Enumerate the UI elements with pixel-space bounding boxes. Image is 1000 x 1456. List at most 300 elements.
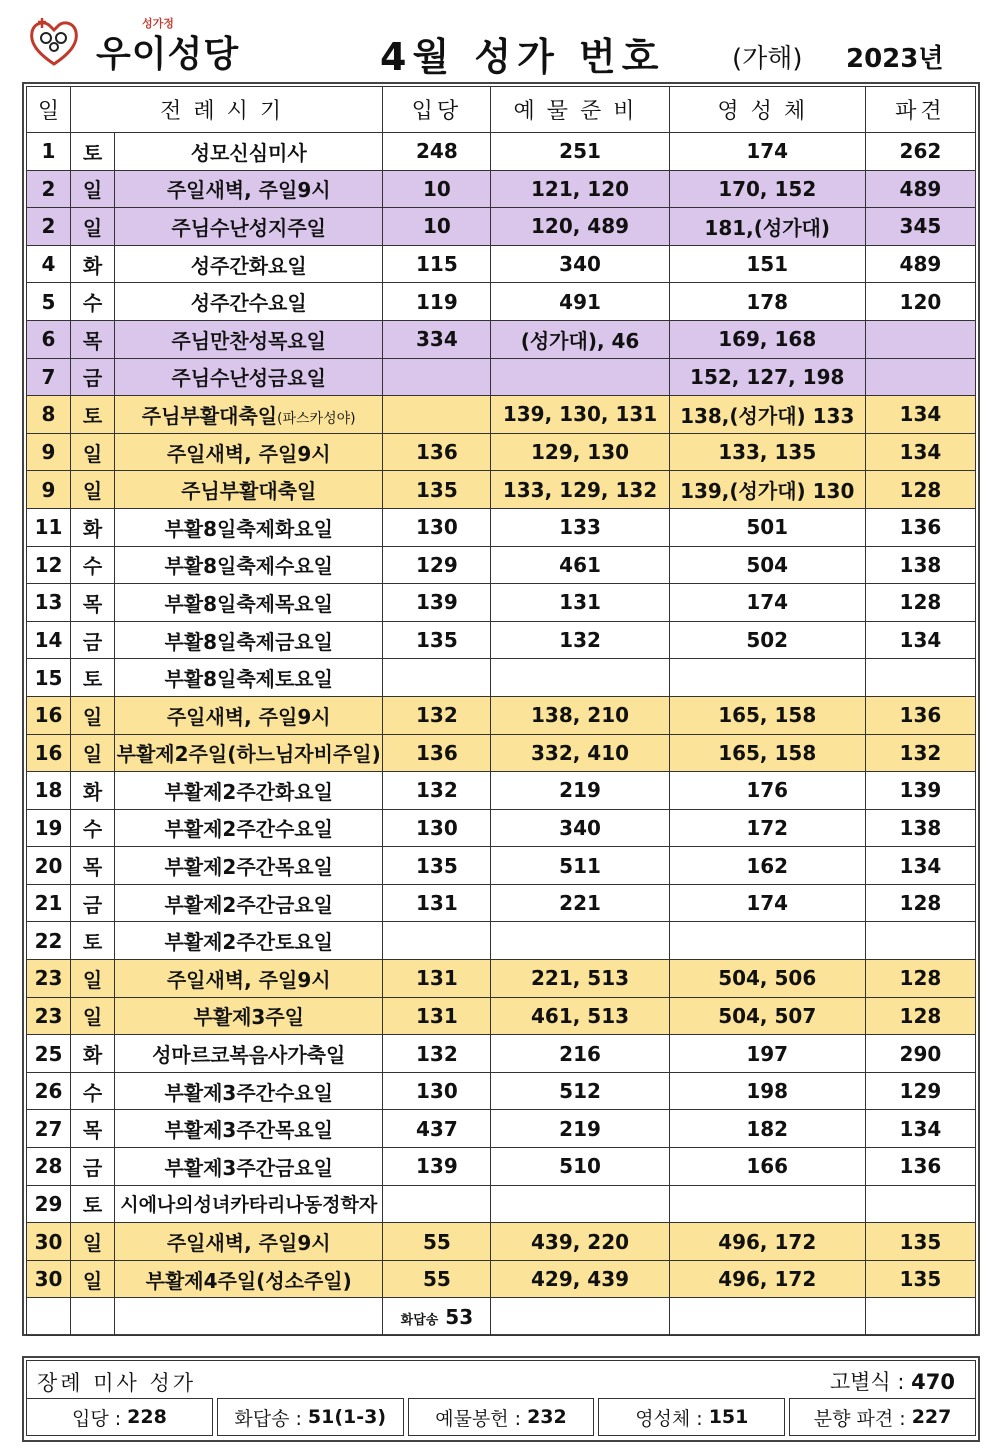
table-row bbox=[27, 1110, 976, 1148]
offertory-hymn-cell bbox=[491, 734, 669, 772]
day-cell bbox=[27, 245, 71, 283]
communion-hymn-text: 165, 158 bbox=[718, 740, 817, 765]
weekday-text: 일 bbox=[82, 1231, 103, 1256]
sending-hymn-cell bbox=[865, 997, 975, 1035]
liturgy-name-cell bbox=[115, 133, 383, 171]
table-row bbox=[27, 1035, 976, 1073]
communion-hymn-cell bbox=[669, 809, 865, 847]
sending-hymn-text: 135 bbox=[899, 1267, 942, 1292]
liturgy-name-text: 주일새벽, 주일9시 bbox=[166, 441, 331, 466]
entrance-hymn-text: 130 bbox=[416, 815, 458, 840]
liturgy-name-cell bbox=[115, 546, 383, 584]
entrance-hymn-cell bbox=[383, 847, 491, 885]
weekday-text: 일 bbox=[82, 1005, 103, 1030]
entrance-hymn-text: 132 bbox=[416, 1041, 458, 1066]
day-cell bbox=[27, 133, 71, 171]
entrance-hymn-cell bbox=[383, 283, 491, 321]
offertory-hymn-cell bbox=[491, 396, 669, 434]
communion-hymn-text: 504, 506 bbox=[718, 966, 817, 991]
liturgy-name-cell bbox=[115, 734, 383, 772]
day-cell bbox=[27, 1260, 71, 1298]
sending-hymn-cell bbox=[865, 471, 975, 509]
weekday-cell bbox=[71, 170, 115, 208]
entrance-hymn-text: 135 bbox=[416, 853, 458, 878]
day-text: 2 bbox=[41, 176, 56, 201]
communion-hymn-text: 181,(성가대) bbox=[704, 215, 831, 240]
weekday-text: 금 bbox=[82, 892, 103, 917]
entrance-hymn-cell bbox=[383, 1035, 491, 1073]
communion-hymn-text: 162 bbox=[746, 853, 789, 878]
funeral-item-value: 227 bbox=[911, 1406, 952, 1428]
entrance-hymn-cell bbox=[383, 621, 491, 659]
sending-hymn-cell bbox=[865, 659, 975, 697]
funeral-item-psalm bbox=[217, 1398, 404, 1436]
liturgy-name-cell bbox=[115, 508, 383, 546]
weekday-cell bbox=[71, 283, 115, 321]
liturgical-cycle: (가해) bbox=[732, 44, 803, 74]
offertory-hymn-cell bbox=[491, 1148, 669, 1186]
day-cell bbox=[27, 1185, 71, 1223]
liturgy-name-cell bbox=[115, 922, 383, 960]
communion-hymn-cell bbox=[669, 170, 865, 208]
entrance-hymn-text: 136 bbox=[416, 440, 458, 465]
liturgy-name-text: 부활제2주일(하느님자비주일) bbox=[116, 742, 381, 767]
sending-hymn-cell bbox=[865, 546, 975, 584]
weekday-text: 일 bbox=[82, 742, 103, 767]
offertory-hymn-cell bbox=[491, 922, 669, 960]
sending-hymn-text: 139 bbox=[899, 778, 942, 803]
sending-hymn-text: 129 bbox=[899, 1079, 942, 1104]
communion-hymn-text: 496, 172 bbox=[718, 1267, 817, 1292]
funeral-item-communion bbox=[598, 1398, 785, 1436]
communion-hymn-cell bbox=[669, 1148, 865, 1186]
table-row bbox=[27, 1185, 976, 1223]
entrance-hymn-text: 437 bbox=[416, 1116, 458, 1141]
communion-hymn-cell bbox=[669, 884, 865, 922]
day-cell bbox=[27, 396, 71, 434]
psalm-note-value: 53 bbox=[445, 1304, 474, 1329]
entrance-hymn-cell bbox=[383, 1260, 491, 1298]
table-row bbox=[27, 433, 976, 471]
empty-cell bbox=[491, 1298, 669, 1336]
funeral-item-label: 분향 파견 : bbox=[813, 1407, 906, 1430]
funeral-item-label: 화답송 : bbox=[234, 1407, 302, 1430]
liturgy-name-text: 성마르코복음사가축일 bbox=[152, 1043, 346, 1068]
table-row bbox=[27, 170, 976, 208]
funeral-item-entrance bbox=[26, 1398, 213, 1436]
weekday-text: 토 bbox=[82, 140, 103, 165]
weekday-text: 목 bbox=[82, 855, 103, 880]
offertory-hymn-cell bbox=[491, 546, 669, 584]
liturgy-name-cell bbox=[115, 584, 383, 622]
table-row bbox=[27, 471, 976, 509]
day-cell bbox=[27, 1035, 71, 1073]
weekday-cell bbox=[71, 621, 115, 659]
day-cell bbox=[27, 1072, 71, 1110]
weekday-cell bbox=[71, 1110, 115, 1148]
table-row bbox=[27, 922, 976, 960]
table-row bbox=[27, 884, 976, 922]
sending-hymn-text: 345 bbox=[899, 214, 942, 239]
sending-hymn-text: 136 bbox=[899, 515, 942, 540]
table-row bbox=[27, 997, 976, 1035]
offertory-hymn-cell bbox=[491, 208, 669, 246]
liturgy-name-text: 성모신심미사 bbox=[190, 140, 307, 165]
table-row bbox=[27, 847, 976, 885]
entrance-hymn-text: 135 bbox=[416, 477, 458, 502]
day-text: 28 bbox=[34, 1154, 63, 1179]
day-text: 12 bbox=[34, 552, 63, 577]
table-row bbox=[27, 358, 976, 396]
liturgy-name-cell bbox=[115, 396, 383, 434]
funeral-item-value: 51(1-3) bbox=[307, 1406, 387, 1428]
entrance-hymn-text: 131 bbox=[416, 891, 458, 916]
communion-hymn-cell bbox=[669, 358, 865, 396]
entrance-hymn-cell bbox=[383, 1185, 491, 1223]
table-row bbox=[27, 1260, 976, 1298]
liturgy-name-cell bbox=[115, 809, 383, 847]
liturgy-name-cell bbox=[115, 1148, 383, 1186]
entrance-hymn-cell bbox=[383, 696, 491, 734]
table-row bbox=[27, 659, 976, 697]
communion-hymn-text: 139,(성가대) 130 bbox=[680, 479, 855, 504]
communion-hymn-text: 504 bbox=[746, 552, 789, 577]
table-row bbox=[27, 584, 976, 622]
liturgy-name-text: 부활제2주간금요일 bbox=[164, 892, 333, 917]
entrance-hymn-text: 10 bbox=[422, 176, 451, 201]
offertory-hymn-text: 129, 130 bbox=[531, 440, 630, 465]
liturgy-name-text: 부활제2주간토요일 bbox=[164, 930, 333, 955]
table-row bbox=[27, 1148, 976, 1186]
weekday-text: 화 bbox=[82, 779, 103, 804]
liturgy-name-cell bbox=[115, 997, 383, 1035]
weekday-cell bbox=[71, 1148, 115, 1186]
offertory-hymn-text: 221, 513 bbox=[531, 966, 630, 991]
entrance-hymn-cell bbox=[383, 734, 491, 772]
table-row bbox=[27, 320, 976, 358]
communion-hymn-cell bbox=[669, 1185, 865, 1223]
offertory-hymn-cell bbox=[491, 696, 669, 734]
communion-hymn-text: 504, 507 bbox=[718, 1003, 817, 1028]
liturgy-name-cell bbox=[115, 1035, 383, 1073]
weekday-text: 화 bbox=[82, 1043, 103, 1068]
offertory-hymn-cell bbox=[491, 1072, 669, 1110]
communion-hymn-cell bbox=[669, 320, 865, 358]
weekday-cell bbox=[71, 847, 115, 885]
day-text: 1 bbox=[41, 139, 56, 164]
day-cell bbox=[27, 734, 71, 772]
weekday-cell bbox=[71, 659, 115, 697]
weekday-text: 토 bbox=[82, 1193, 103, 1218]
day-text: 2 bbox=[41, 214, 56, 239]
day-text: 6 bbox=[41, 327, 56, 352]
day-text: 8 bbox=[41, 402, 56, 427]
entrance-hymn-cell bbox=[383, 922, 491, 960]
liturgy-name-text: 부활8일축제수요일 bbox=[164, 554, 333, 579]
sending-hymn-cell bbox=[865, 170, 975, 208]
farewell-value: 470 bbox=[911, 1370, 955, 1394]
offertory-hymn-cell bbox=[491, 1035, 669, 1073]
header-offertory: 예물준비 bbox=[491, 87, 669, 133]
weekday-cell bbox=[71, 1260, 115, 1298]
liturgy-name-text: 성주간화요일 bbox=[190, 253, 307, 278]
weekday-text: 금 bbox=[82, 1155, 103, 1180]
entrance-hymn-text: 129 bbox=[416, 552, 458, 577]
offertory-hymn-text: 121, 120 bbox=[531, 176, 630, 201]
liturgy-name-cell bbox=[115, 1072, 383, 1110]
header-day: 일 bbox=[27, 87, 71, 133]
table-row bbox=[27, 245, 976, 283]
funeral-mass-section bbox=[22, 1356, 980, 1442]
funeral-label: 장례 미사 성가 bbox=[37, 1371, 197, 1395]
liturgy-name-text: 시에나의성녀카타리나동정학자 bbox=[120, 1194, 378, 1217]
entrance-hymn-cell bbox=[383, 320, 491, 358]
communion-hymn-cell bbox=[669, 696, 865, 734]
funeral-item-label: 예물봉헌 : bbox=[435, 1407, 522, 1430]
liturgy-name-text: 부활8일축제금요일 bbox=[164, 629, 333, 654]
liturgy-name-text: 주일새벽, 주일9시 bbox=[166, 704, 331, 729]
parish-name: 우이성당 bbox=[96, 33, 240, 75]
farewell-label: 고별식 : bbox=[829, 1370, 905, 1394]
sending-hymn-text: 138 bbox=[899, 815, 942, 840]
communion-hymn-cell bbox=[669, 471, 865, 509]
liturgy-name-text: 주님수난성금요일 bbox=[171, 366, 326, 391]
communion-hymn-text: 197 bbox=[746, 1041, 789, 1066]
offertory-hymn-text: 219 bbox=[559, 1116, 601, 1141]
communion-hymn-cell bbox=[669, 133, 865, 171]
weekday-text: 일 bbox=[82, 704, 103, 729]
day-cell bbox=[27, 884, 71, 922]
communion-hymn-text: 182 bbox=[746, 1116, 789, 1141]
sending-hymn-cell bbox=[865, 320, 975, 358]
day-text: 19 bbox=[34, 815, 63, 840]
liturgy-name-cell bbox=[115, 772, 383, 810]
entrance-hymn-cell bbox=[383, 133, 491, 171]
entrance-hymn-text: 130 bbox=[416, 1079, 458, 1104]
day-text: 22 bbox=[34, 928, 63, 953]
sending-hymn-cell bbox=[865, 734, 975, 772]
table-row bbox=[27, 546, 976, 584]
communion-hymn-cell bbox=[669, 922, 865, 960]
day-text: 29 bbox=[34, 1191, 63, 1216]
sending-hymn-text: 120 bbox=[899, 289, 942, 314]
entrance-hymn-text: 132 bbox=[416, 703, 458, 728]
day-text: 18 bbox=[34, 778, 63, 803]
communion-hymn-text: 133, 135 bbox=[718, 440, 817, 465]
liturgy-name-text: 부활8일축제목요일 bbox=[164, 591, 333, 616]
offertory-hymn-text: 439, 220 bbox=[531, 1229, 630, 1254]
day-cell bbox=[27, 1223, 71, 1261]
weekday-cell bbox=[71, 471, 115, 509]
funeral-item-value: 232 bbox=[527, 1406, 567, 1428]
table-header-row bbox=[27, 87, 976, 133]
offertory-hymn-text: 340 bbox=[559, 815, 601, 840]
communion-hymn-cell bbox=[669, 621, 865, 659]
weekday-cell bbox=[71, 320, 115, 358]
entrance-hymn-text: 135 bbox=[416, 628, 458, 653]
offertory-hymn-text: 138, 210 bbox=[531, 703, 630, 728]
page-title: 4월 성가 번호 bbox=[380, 35, 665, 79]
sending-hymn-text: 128 bbox=[899, 590, 942, 615]
communion-hymn-text: 198 bbox=[746, 1079, 789, 1104]
table-row bbox=[27, 1223, 976, 1261]
sending-hymn-text: 134 bbox=[899, 853, 942, 878]
communion-hymn-text: 138,(성가대) 133 bbox=[680, 403, 855, 428]
funeral-item-value: 151 bbox=[708, 1406, 749, 1428]
sending-hymn-cell bbox=[865, 208, 975, 246]
liturgy-name-cell bbox=[115, 1223, 383, 1261]
entrance-hymn-text: 115 bbox=[416, 252, 458, 277]
communion-hymn-text: 165, 158 bbox=[718, 703, 817, 728]
day-text: 26 bbox=[34, 1079, 63, 1104]
day-text: 15 bbox=[34, 665, 63, 690]
sending-hymn-text: 134 bbox=[899, 402, 942, 427]
liturgy-name-cell bbox=[115, 433, 383, 471]
sending-hymn-text: 135 bbox=[899, 1229, 942, 1254]
offertory-hymn-cell bbox=[491, 133, 669, 171]
weekday-text: 화 bbox=[82, 253, 103, 278]
weekday-cell bbox=[71, 133, 115, 171]
liturgy-name-text: 주일새벽, 주일9시 bbox=[166, 178, 331, 203]
table-row bbox=[27, 696, 976, 734]
day-cell bbox=[27, 621, 71, 659]
communion-hymn-cell bbox=[669, 433, 865, 471]
offertory-hymn-cell bbox=[491, 1260, 669, 1298]
table-row bbox=[27, 283, 976, 321]
sending-hymn-cell bbox=[865, 809, 975, 847]
sending-hymn-text: 262 bbox=[899, 139, 942, 164]
liturgy-name-text: 부활제2주간목요일 bbox=[164, 855, 333, 880]
weekday-cell bbox=[71, 922, 115, 960]
day-text: 7 bbox=[41, 364, 56, 389]
sending-hymn-text: 132 bbox=[899, 740, 942, 765]
weekday-cell bbox=[71, 772, 115, 810]
day-cell bbox=[27, 960, 71, 998]
table-row bbox=[27, 772, 976, 810]
liturgy-name-text: 부활제3주간목요일 bbox=[164, 1118, 333, 1143]
funeral-item-value: 228 bbox=[127, 1406, 167, 1428]
communion-hymn-cell bbox=[669, 508, 865, 546]
communion-hymn-cell bbox=[669, 1260, 865, 1298]
offertory-hymn-text: 133 bbox=[559, 515, 601, 540]
liturgy-name-cell bbox=[115, 960, 383, 998]
entrance-hymn-text: 131 bbox=[416, 1003, 458, 1028]
communion-hymn-text: 152, 127, 198 bbox=[690, 364, 845, 389]
empty-cell bbox=[865, 1298, 975, 1336]
communion-hymn-text: 502 bbox=[746, 628, 789, 653]
day-cell bbox=[27, 208, 71, 246]
sending-hymn-cell bbox=[865, 283, 975, 321]
table-row bbox=[27, 1072, 976, 1110]
day-text: 30 bbox=[34, 1229, 63, 1254]
sending-hymn-cell bbox=[865, 621, 975, 659]
empty-cell bbox=[27, 1298, 71, 1336]
liturgy-name-text: 부활제4주일(성소주일) bbox=[145, 1268, 352, 1293]
weekday-cell bbox=[71, 508, 115, 546]
empty-cell bbox=[115, 1298, 383, 1336]
entrance-hymn-text: 131 bbox=[416, 966, 458, 991]
offertory-hymn-text: 251 bbox=[559, 139, 601, 164]
liturgy-name-text: 부활제2주간화요일 bbox=[164, 779, 333, 804]
sending-hymn-text: 128 bbox=[899, 891, 942, 916]
table-row bbox=[27, 621, 976, 659]
weekday-cell bbox=[71, 396, 115, 434]
liturgy-name-text: 주님만찬성목요일 bbox=[171, 328, 326, 353]
offertory-hymn-text: 131 bbox=[559, 590, 601, 615]
offertory-hymn-cell bbox=[491, 471, 669, 509]
liturgy-name-cell bbox=[115, 358, 383, 396]
weekday-text: 금 bbox=[82, 629, 103, 654]
day-text: 16 bbox=[34, 740, 63, 765]
liturgy-name-text: 주일새벽, 주일9시 bbox=[166, 1231, 331, 1256]
offertory-hymn-text: 216 bbox=[559, 1041, 601, 1066]
liturgy-name-text: 성주간수요일 bbox=[190, 291, 307, 316]
communion-hymn-cell bbox=[669, 997, 865, 1035]
day-cell bbox=[27, 358, 71, 396]
weekday-cell bbox=[71, 208, 115, 246]
offertory-hymn-text: 461 bbox=[559, 552, 601, 577]
communion-hymn-cell bbox=[669, 584, 865, 622]
header-liturgical-season: 전례시기 bbox=[71, 87, 383, 133]
header-communion: 영성체 bbox=[669, 87, 865, 133]
offertory-hymn-cell bbox=[491, 809, 669, 847]
weekday-cell bbox=[71, 997, 115, 1035]
liturgy-name-cell bbox=[115, 320, 383, 358]
day-text: 5 bbox=[41, 289, 56, 314]
entrance-hymn-cell bbox=[383, 170, 491, 208]
liturgy-name-text: 주님부활대축일 bbox=[141, 403, 278, 428]
entrance-hymn-cell bbox=[383, 433, 491, 471]
communion-hymn-cell bbox=[669, 396, 865, 434]
empty-cell bbox=[71, 1298, 115, 1336]
entrance-hymn-text: 139 bbox=[416, 590, 458, 615]
liturgy-name-text: 부활제3주간금요일 bbox=[164, 1155, 333, 1180]
communion-hymn-cell bbox=[669, 1110, 865, 1148]
communion-hymn-text: 174 bbox=[746, 590, 789, 615]
sending-hymn-text: 136 bbox=[899, 703, 942, 728]
weekday-cell bbox=[71, 960, 115, 998]
offertory-hymn-cell bbox=[491, 960, 669, 998]
sending-hymn-cell bbox=[865, 696, 975, 734]
header-entrance: 입당 bbox=[383, 87, 491, 133]
hymn-table bbox=[26, 86, 976, 1336]
weekday-cell bbox=[71, 696, 115, 734]
sending-hymn-cell bbox=[865, 1223, 975, 1261]
table-row bbox=[27, 734, 976, 772]
day-cell bbox=[27, 1110, 71, 1148]
sending-hymn-cell bbox=[865, 584, 975, 622]
weekday-cell bbox=[71, 734, 115, 772]
day-text: 20 bbox=[34, 853, 63, 878]
entrance-hymn-cell bbox=[383, 809, 491, 847]
day-cell bbox=[27, 922, 71, 960]
offertory-hymn-text: 491 bbox=[559, 289, 601, 314]
weekday-text: 금 bbox=[82, 366, 103, 391]
sending-hymn-text: 134 bbox=[899, 628, 942, 653]
funeral-header bbox=[26, 1360, 976, 1398]
offertory-hymn-cell bbox=[491, 621, 669, 659]
day-cell bbox=[27, 997, 71, 1035]
offertory-hymn-text: 510 bbox=[559, 1154, 601, 1179]
offertory-hymn-cell bbox=[491, 170, 669, 208]
sending-hymn-text: 138 bbox=[899, 552, 942, 577]
communion-hymn-text: 151 bbox=[746, 252, 789, 277]
weekday-text: 토 bbox=[82, 930, 103, 955]
communion-hymn-text: 178 bbox=[746, 289, 789, 314]
liturgy-name-cell bbox=[115, 170, 383, 208]
communion-hymn-cell bbox=[669, 283, 865, 321]
weekday-text: 일 bbox=[82, 479, 103, 504]
